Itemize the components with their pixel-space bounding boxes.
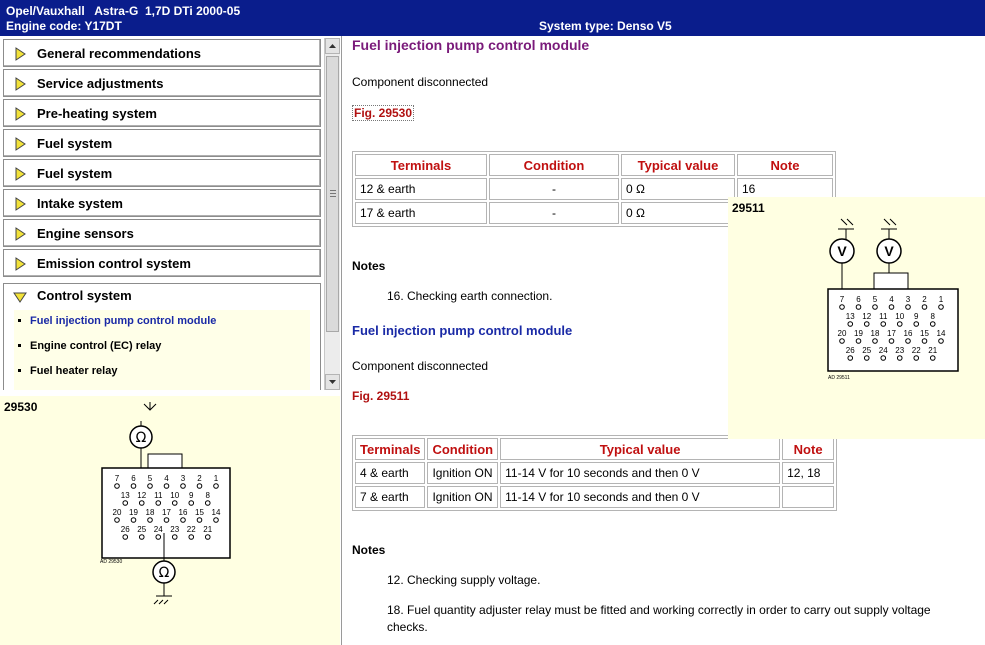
earth-icon: [154, 596, 172, 604]
pin: [181, 518, 186, 523]
nav-item-emission-control-system[interactable]: [3, 249, 321, 277]
note-12: 12. Checking supply voltage.: [387, 573, 541, 587]
bullet-icon: [18, 344, 21, 347]
pin-label: 5: [147, 474, 153, 483]
cell-condition: -: [489, 178, 619, 200]
connector-diagram-29511: [728, 197, 985, 439]
pin-label: 11: [154, 491, 163, 500]
scroll-thumb[interactable]: [326, 56, 339, 332]
navigation-tree: [0, 38, 340, 390]
cell-condition: -: [489, 202, 619, 224]
pin: [115, 484, 120, 489]
system-type: System type: Denso V5: [539, 19, 672, 33]
figure-ref: AD 29530: [100, 559, 123, 565]
vehicle-title: [6, 4, 240, 18]
pin: [848, 356, 853, 361]
pin-label: 24: [878, 346, 888, 355]
pin-label: 1: [938, 295, 944, 304]
pin-label: 22: [186, 525, 196, 534]
figure-number: 29530: [4, 400, 38, 414]
arrow-right-icon: [13, 107, 27, 121]
cell-typical-value: 0 Ω: [621, 202, 735, 224]
pin: [922, 305, 927, 310]
sub-item-fuel-injection-pump-control-module[interactable]: [30, 315, 216, 327]
nav-item-label: Fuel system: [37, 166, 113, 181]
pin-label: 11: [879, 312, 888, 321]
pin-label: 2: [197, 474, 202, 483]
nav-item-control-system[interactable]: [3, 283, 321, 390]
arrow-right-icon: [13, 137, 27, 151]
connector-latch: [874, 273, 908, 289]
bullet-icon: [18, 319, 21, 322]
pin: [864, 356, 869, 361]
note-18-continued: checks.: [387, 620, 428, 634]
table-row: [355, 462, 834, 484]
note-18: 18. Fuel quantity adjuster relay must be fitted and working correctly in order to carry out supply voltage: [387, 603, 931, 617]
figure-link-29511[interactable]: Fig. 29511: [352, 389, 410, 403]
figure-link-29530[interactable]: Fig. 29530: [354, 106, 413, 120]
pin-label: 13: [845, 312, 855, 321]
earth-icon: [881, 219, 897, 239]
pin: [939, 339, 944, 344]
pin: [189, 501, 194, 506]
pin: [881, 356, 886, 361]
cell-terminals: 12 & earth: [355, 178, 487, 200]
pin-label: 25: [137, 525, 147, 534]
pin: [115, 518, 120, 523]
triangle-up-icon: [326, 39, 339, 53]
pin-label: 17: [887, 329, 896, 338]
vehicle-model: Astra-G 1,7D DTi 2000-05: [94, 4, 241, 18]
pin: [930, 322, 935, 327]
pin: [148, 518, 153, 523]
column-header-terminals: Terminals: [355, 438, 425, 460]
pin: [148, 484, 153, 489]
section-title-2: Fuel injection pump control module: [352, 323, 573, 338]
pin: [906, 305, 911, 310]
note-16: 16. Checking earth connection.: [387, 289, 553, 303]
nav-item-label: Pre-heating system: [37, 106, 157, 121]
pin-label: 23: [895, 346, 905, 355]
pin-label: 2: [922, 295, 927, 304]
pin: [181, 484, 186, 489]
pin: [922, 339, 927, 344]
nav-item-label: Engine sensors: [37, 226, 134, 241]
pin: [131, 484, 136, 489]
pin-label: 14: [211, 508, 221, 517]
pin: [156, 501, 161, 506]
scroll-down-button[interactable]: [325, 374, 340, 390]
pin-label: 18: [145, 508, 155, 517]
pin: [856, 339, 861, 344]
cell-condition: Ignition ON: [427, 462, 498, 484]
pin: [205, 501, 210, 506]
pin-label: 12: [862, 312, 872, 321]
figure-ref: AD 29511: [828, 375, 850, 381]
cell-note: [782, 486, 834, 508]
pin: [189, 535, 194, 540]
pin: [123, 501, 128, 506]
pin-label: 20: [837, 329, 847, 338]
nav-item-engine-sensors[interactable]: [3, 219, 321, 247]
panel-divider: [341, 36, 342, 645]
triangle-down-icon: [326, 375, 339, 389]
pin: [864, 322, 869, 327]
pin-label: 21: [928, 346, 938, 355]
arrow-right-icon: [13, 197, 27, 211]
pin: [123, 535, 128, 540]
arrow-down-icon: [13, 290, 27, 304]
earth-icon: [838, 219, 854, 239]
pin-label: 19: [854, 329, 863, 338]
pin: [214, 518, 219, 523]
column-header-terminals: Terminals: [355, 154, 487, 176]
pin-label: 25: [862, 346, 872, 355]
pin: [197, 484, 202, 489]
pin: [214, 484, 219, 489]
cell-typical-value: 11-14 V for 10 seconds and then 0 V: [500, 486, 780, 508]
pin-label: 13: [120, 491, 130, 500]
column-header-typical-value: Typical value: [621, 154, 735, 176]
arrow-right-icon: [13, 227, 27, 241]
measurement-table-2: [352, 435, 837, 511]
column-header-typical-value: Typical value: [500, 438, 780, 460]
pin-label: 21: [203, 525, 213, 534]
nav-item-label: Emission control system: [37, 256, 191, 271]
cell-note: 12, 18: [782, 462, 834, 484]
pin-label: 26: [845, 346, 855, 355]
pin-label: 9: [189, 491, 194, 500]
cell-typical-value: 11-14 V for 10 seconds and then 0 V: [500, 462, 780, 484]
sub-item-engine-control-relay[interactable]: [30, 340, 161, 352]
cell-terminals: 17 & earth: [355, 202, 487, 224]
pin: [840, 339, 845, 344]
pin-label: 15: [195, 508, 204, 517]
cell-typical-value: 0 Ω: [621, 178, 735, 200]
section-subtitle-1: Component disconnected: [352, 75, 489, 89]
pin: [889, 305, 894, 310]
figure-panel-29530: [0, 396, 340, 645]
pin-label: 1: [213, 474, 219, 483]
pin: [139, 501, 144, 506]
pin: [139, 535, 144, 540]
cell-terminals: 4 & earth: [355, 462, 425, 484]
nav-item-label: Control system: [37, 288, 132, 303]
connector-latch: [148, 454, 182, 468]
pin: [897, 356, 902, 361]
pin: [164, 484, 169, 489]
sub-item-list: [14, 310, 310, 390]
nav-item-fuel-system-1[interactable]: [3, 129, 321, 157]
pin: [172, 535, 177, 540]
figure-panel-29511: [728, 197, 985, 439]
vehicle-make: Opel/Vauxhall: [6, 4, 85, 18]
pin-label: 15: [920, 329, 929, 338]
pin: [906, 339, 911, 344]
volt-label: V: [837, 243, 847, 259]
pin-label: 4: [164, 474, 169, 483]
arrow-right-icon: [13, 257, 27, 271]
nav-item-label: Service adjustments: [37, 76, 164, 91]
pin-label: 17: [162, 508, 171, 517]
pin-label: 18: [870, 329, 880, 338]
nav-item-general-recommendations[interactable]: [3, 39, 321, 67]
section-title-1: Fuel injection pump control module: [352, 37, 590, 53]
section-subtitle-2: Component disconnected: [352, 359, 489, 373]
arrow-right-icon: [13, 167, 27, 181]
pin-label: 12: [137, 491, 147, 500]
connector-diagram-29530: [0, 396, 340, 645]
sub-item-label: Engine control (EC) relay: [30, 340, 162, 352]
header-bar: [0, 0, 985, 36]
pin: [164, 518, 169, 523]
pin-label: 7: [839, 295, 845, 304]
pin: [889, 339, 894, 344]
pin: [848, 322, 853, 327]
pin-label: 24: [153, 525, 163, 534]
nav-item-label: General recommendations: [37, 46, 201, 61]
nav-item-service-adjustments[interactable]: [3, 69, 321, 97]
cell-note: 16: [737, 178, 833, 200]
sub-item-label: Fuel injection pump control module: [30, 315, 217, 327]
pin: [840, 305, 845, 310]
pin-label: 26: [120, 525, 130, 534]
pin-label: 5: [872, 295, 878, 304]
pin-label: 6: [131, 474, 136, 483]
scroll-up-button[interactable]: [325, 38, 340, 54]
pin-label: 14: [936, 329, 946, 338]
pin-label: 4: [889, 295, 894, 304]
pin: [914, 322, 919, 327]
pin-label: 8: [930, 312, 935, 321]
pin: [873, 339, 878, 344]
pin-label: 6: [856, 295, 861, 304]
bullet-icon: [18, 369, 21, 372]
pin-label: 16: [178, 508, 188, 517]
arrow-right-icon: [13, 47, 27, 61]
cell-terminals: 7 & earth: [355, 486, 425, 508]
sub-item-fuel-heater-relay[interactable]: [30, 365, 117, 377]
pin: [930, 356, 935, 361]
pin: [205, 535, 210, 540]
grip-icon: [330, 190, 336, 191]
pin: [881, 322, 886, 327]
pin-label: 8: [205, 491, 210, 500]
column-header-note: Note: [782, 438, 834, 460]
pin-label: 9: [914, 312, 919, 321]
volt-label: V: [884, 243, 894, 259]
pin: [856, 305, 861, 310]
ohm-label: Ω: [158, 565, 170, 581]
figure-number: 29511: [732, 201, 765, 215]
pin: [897, 322, 902, 327]
pin: [156, 535, 161, 540]
pin: [197, 518, 202, 523]
column-header-note: Note: [737, 154, 833, 176]
arrow-right-icon: [13, 77, 27, 91]
ohm-label: Ω: [135, 430, 147, 446]
table-row: [355, 486, 834, 508]
pin-label: 10: [895, 312, 905, 321]
nav-item-fuel-system-2[interactable]: [3, 159, 321, 187]
column-header-condition: Condition: [427, 438, 498, 460]
pin-label: 22: [911, 346, 921, 355]
pin: [914, 356, 919, 361]
pin: [172, 501, 177, 506]
nav-item-intake-system[interactable]: [3, 189, 321, 217]
pin-label: 23: [170, 525, 180, 534]
pin-label: 19: [129, 508, 138, 517]
notes-heading-2: Notes: [352, 543, 386, 557]
pin-label: 3: [180, 474, 186, 483]
engine-code: Engine code: Y17DT: [6, 19, 122, 33]
pin-label: 16: [903, 329, 913, 338]
notes-heading-1: Notes: [352, 259, 386, 273]
pin: [939, 305, 944, 310]
pin-label: 7: [114, 474, 120, 483]
column-header-condition: Condition: [489, 154, 619, 176]
nav-item-label: Intake system: [37, 196, 123, 211]
nav-scrollbar[interactable]: [324, 38, 340, 390]
pin: [873, 305, 878, 310]
pin: [131, 518, 136, 523]
sub-item-label: Fuel heater relay: [30, 365, 118, 377]
pin-label: 20: [112, 508, 122, 517]
nav-item-pre-heating-system[interactable]: [3, 99, 321, 127]
nav-item-label: Fuel system: [37, 136, 113, 151]
pin-label: 10: [170, 491, 180, 500]
cell-condition: Ignition ON: [427, 486, 498, 508]
pin-label: 3: [905, 295, 911, 304]
